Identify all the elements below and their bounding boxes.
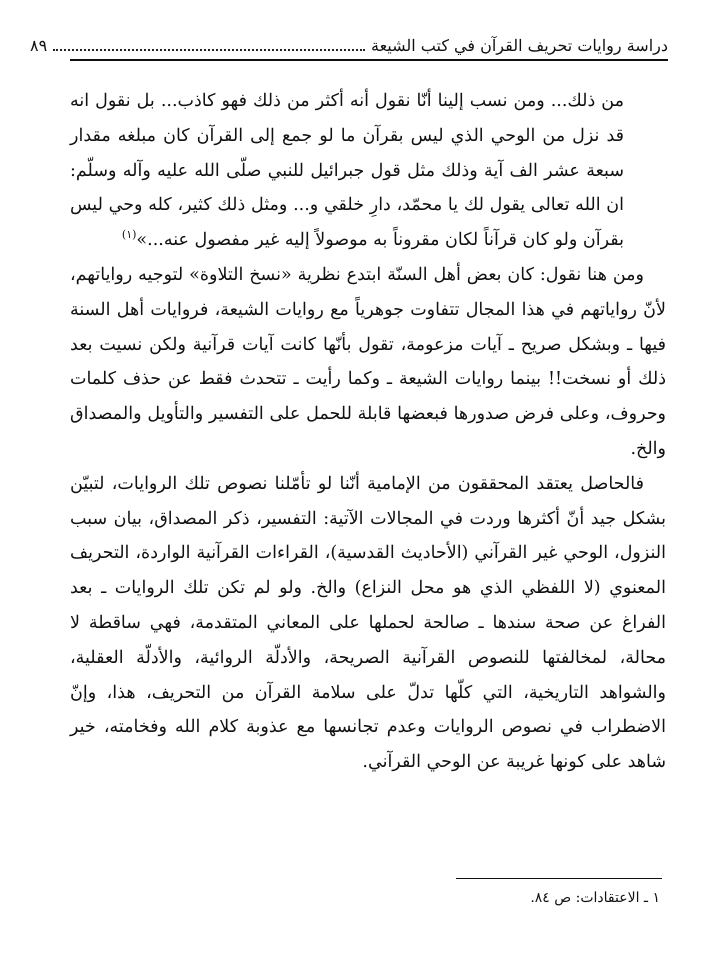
leader-dots (53, 49, 365, 51)
paragraph-conclusion: فالحاصل يعتقد المحققون من الإمامية أنّنا لو تأمّلنا نصوص تلك الروايات، لتبيّن بشكل جيد أنّ أكثرها وردت في المجالات الآتية: التفسير، ذكر المصداق، بيان سبب النزول، الوحي غير القرآني (الأحاديث القدسية)، القراءات القرآنية الواردة، التحريف المعنوي (لا اللفظي الذي هو محل النزاع) والخ. ولو لم تكن تلك الروايات ـ بعد الفراغ عن صحة سندها ـ صالحة لحملها على المعاني المتقدمة، فهي ساقطة لا محالة، لمخالفتها للنصوص القرآنية الصريحة، والأدلّة الروائية، والأدلّة العقلية، والشواهد التاريخية، التي كلّها تدلّ على سلامة القرآن من التحريف، هذا، وإنّ الاضطراب في نصوص الروايات وعدم تجانسها مع عذوبة كلام الله وفخامته، خير شاهد على كونها غريبة عن الوحي القرآني. (70, 473, 666, 773)
footnote: ١ ـ الاعتقادات: ص ٨٤. (530, 890, 660, 906)
paragraph-nasikh-al-tilawa: ومن هنا نقول: كان بعض أهل السنّة ابتدع نظرية «نسخ التلاوة» لتوجيه رواياتهم، لأنّ رواياتهم في هذا المجال تتفاوت جوهرياً مع روايات الشيعة، فروايات أهل السنة فيها ـ وبشكل صريح ـ آيات مزعومة، تقول بأنّها كانت آيات قرآنية ولكن نسيت بعد ذلك أو نسخت!! بينما روايات الشيعة ـ وكما رأيت ـ تتحدث فقط عن حذف كلمات وحروف، وعلى فرض صدورها فبعضها قابلة للحمل على التفسير والتأويل والمصداق والخ. (70, 264, 666, 459)
footnote-separator (456, 878, 662, 879)
page-number: ٨٩ (30, 36, 48, 55)
running-header (30, 30, 668, 56)
quoted-passage (70, 84, 666, 258)
footnote-reference[interactable]: (١) (121, 228, 137, 242)
running-title: دراسة روايات تحريف القرآن في كتب الشيعة (370, 36, 668, 55)
body-text (70, 84, 666, 780)
quote-text: من ذلك... ومن نسب إلينا أنّا نقول أنه أكثر من ذلك فهو كاذب... بل نقول انه قد نزل من الوحي الذي ليس بقرآن ما لو جمع إلى القرآن كان مبلغه مقدار سبعة عشر الف آية وذلك مثل قول جبرائيل للنبي صلّى الله عليه وآله وسلّم: ان الله تعالى يقول لك يا محمّد، دارِ خلقي و... ومثل ذلك كثير، كله وحي ليس بقرآن ولو كان قرآناً لكان مقروناً به موصولاً إليه غير مفصول عنه...» (70, 91, 624, 251)
header-rule (70, 59, 668, 61)
